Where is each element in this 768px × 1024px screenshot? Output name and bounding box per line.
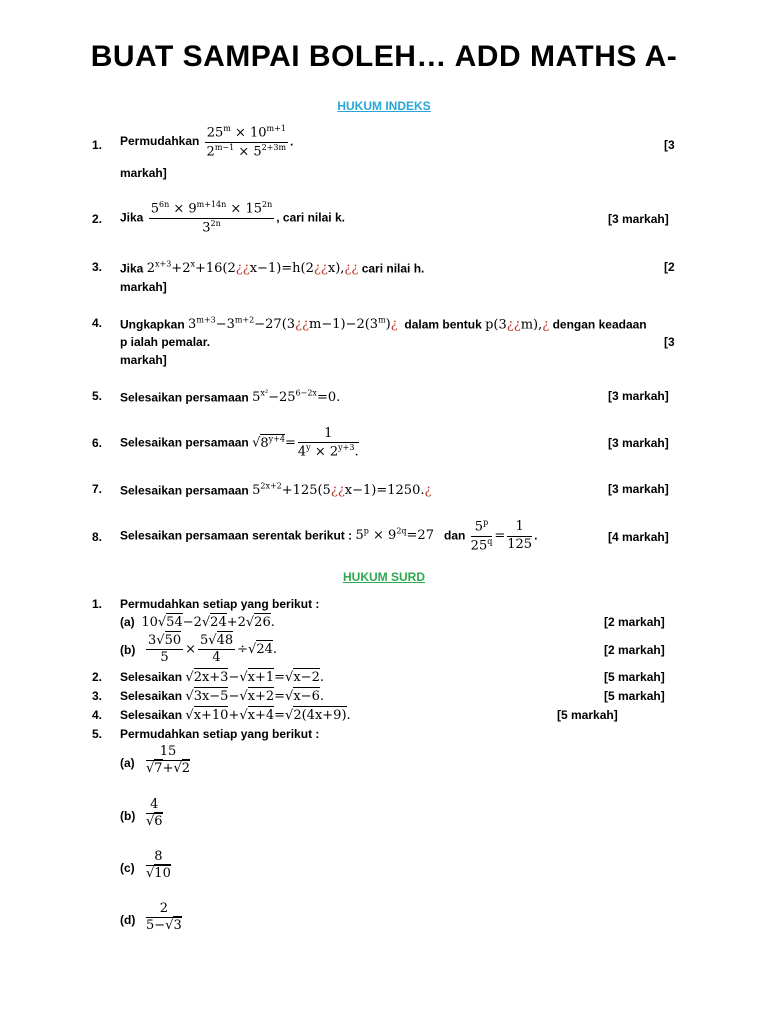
marks-label: markah] — [120, 353, 167, 367]
question-text-continued: p ialah pemalar. — [120, 335, 211, 349]
marks-label: [2 markah] — [604, 643, 665, 657]
question-text: Permudahkan setiap yang berikut : — [120, 727, 320, 741]
marks-label: [2 — [664, 260, 675, 274]
question-number: 5. — [92, 727, 103, 741]
subquestion-label: (c) — [120, 861, 135, 875]
math-expression: 4 √6 — [146, 797, 163, 830]
question-number: 1. — [92, 597, 103, 611]
math-expression: $\frac{5^{6n} \times 9^{m+14n} \times 15^{2n}}{3^{2n}}$ — [150, 200, 273, 235]
subquestion-label: (b) — [120, 643, 136, 657]
question-number: 7. — [92, 482, 103, 496]
question-number: 3. — [92, 260, 103, 274]
marks-label: [4 markah] — [608, 530, 669, 544]
math-expression: p(3¿¿m),¿ — [485, 317, 550, 333]
marks-label: [3 markah] — [608, 482, 669, 496]
math-expression: $\frac{1}{4^y \times 2^{y+3}.}$ — [297, 426, 359, 460]
marks-label: [3 — [664, 138, 675, 152]
question-text: Selesaikan persamaan serentak berikut : $5^p \times 9^{2q}=27$ dan $\frac{5^p}{25^q}$ = $\frac{1}{125}$ . — [120, 518, 538, 553]
question-number: 4. — [92, 708, 103, 722]
math-expression: $3^{m+3}-3^{m+2}-27(3¿¿m-1)-2(3^m)¿$ — [188, 316, 398, 333]
question-number: 1. — [92, 138, 103, 152]
question-text: Selesaikan √x+10+√x+4=√2(4x+9). — [120, 708, 351, 723]
marks-label: [3 markah] — [608, 212, 669, 226]
marks-label: [3 markah] — [608, 436, 669, 450]
question-text: Selesaikan √2x+3−√x+1=√x−2. — [120, 670, 324, 685]
math-expression: $2^{x+3}+2^x+16(2¿¿x-1)=h(2¿¿x),¿¿$ — [146, 260, 359, 277]
question-number: 8. — [92, 530, 103, 544]
marks-label: [3 — [664, 335, 675, 349]
math-expression: 2 5−√3 — [146, 901, 182, 934]
math-expression: $\frac{5^p}{25^q}$ — [470, 518, 493, 553]
marks-label: [5 markah] — [604, 689, 665, 703]
math-expression: $5^{2x+2}+125(5¿¿x-1)=1250.¿$ — [252, 482, 432, 499]
question-text: Permudahkan $\frac{25^m \times 10^{m+1}}{2^{m-1} \times 5^{2+3m}}$ . — [120, 124, 294, 159]
question-text: Selesaikan √3x−5−√x+2=√x−6. — [120, 689, 324, 704]
section-heading-surd: HUKUM SURD — [343, 570, 425, 584]
question-number: 5. — [92, 389, 103, 403]
marks-label: [2 markah] — [604, 615, 665, 629]
page-title: BUAT SAMPAI BOLEH… ADD MATHS A- — [90, 40, 678, 73]
marks-label: [3 markah] — [608, 389, 669, 403]
question-text: Ungkapkan $3^{m+3}-3^{m+2}-27(3¿¿m-1)-2(3^m)¿$ dalam bentuk p(3¿¿m),¿ dengan keadaan — [120, 316, 647, 333]
subquestion-label: (b) — [120, 809, 136, 823]
math-expression: $5^p \times 9^{2q}=27$ — [355, 526, 434, 544]
marks-label: [5 markah] — [557, 708, 618, 722]
question-number: 2. — [92, 670, 103, 684]
question-number: 4. — [92, 316, 103, 330]
question-text: Selesaikan persamaan $5^{x^2}-25^{6-2x}=0$. — [120, 389, 341, 406]
subquestion-label: (d) — [120, 913, 136, 927]
question-text: Jika $2^{x+3}+2^x+16(2¿¿x-1)=h(2¿¿x),¿¿$ cari nilai h. — [120, 260, 425, 277]
question-text: Jika $\frac{5^{6n} \times 9^{m+14n} \times 15^{2n}}{3^{2n}}$ , cari nilai k. — [120, 200, 345, 235]
question-number: 2. — [92, 212, 103, 226]
math-expression: 10√54−2√24+2√26. — [141, 615, 275, 630]
marks-label: markah] — [120, 280, 167, 294]
math-expression: $\frac{3√50}{5}$ × $\frac{5√48}{4}$ ÷√24. — [148, 633, 277, 666]
marks-label: markah] — [120, 166, 167, 180]
math-expression: $5^{x^2}-25^{6-2x}=0$. — [252, 389, 341, 406]
question-text: Selesaikan persamaan $√8^{y+4}=$ $\frac{1}{4^y \times 2^{y+3}.}$ — [120, 426, 359, 460]
math-expression: $\frac{1}{125}$ — [507, 519, 533, 552]
question-number: 3. — [92, 689, 103, 703]
question-text: Selesaikan persamaan $5^{2x+2}+125(5¿¿x-1)=1250.¿$ — [120, 482, 432, 499]
section-heading-indeks: HUKUM INDEKS — [337, 99, 431, 113]
math-expression: $√8^{y+4}=$ — [252, 434, 296, 451]
question-number: 6. — [92, 436, 103, 450]
subquestion-label: (a) 10√54−2√24+2√26. — [120, 615, 275, 630]
math-expression: $\frac{25^m \times 10^{m+1}}{2^{m-1} \times 5^{2+3m}}$ — [206, 124, 287, 159]
math-expression: 15 √7+√2 — [146, 744, 191, 777]
subquestion-label: (a) — [120, 756, 135, 770]
marks-label: [5 markah] — [604, 670, 665, 684]
question-text: Permudahkan setiap yang berikut : — [120, 597, 320, 611]
math-expression: 8 √10 — [146, 849, 171, 882]
